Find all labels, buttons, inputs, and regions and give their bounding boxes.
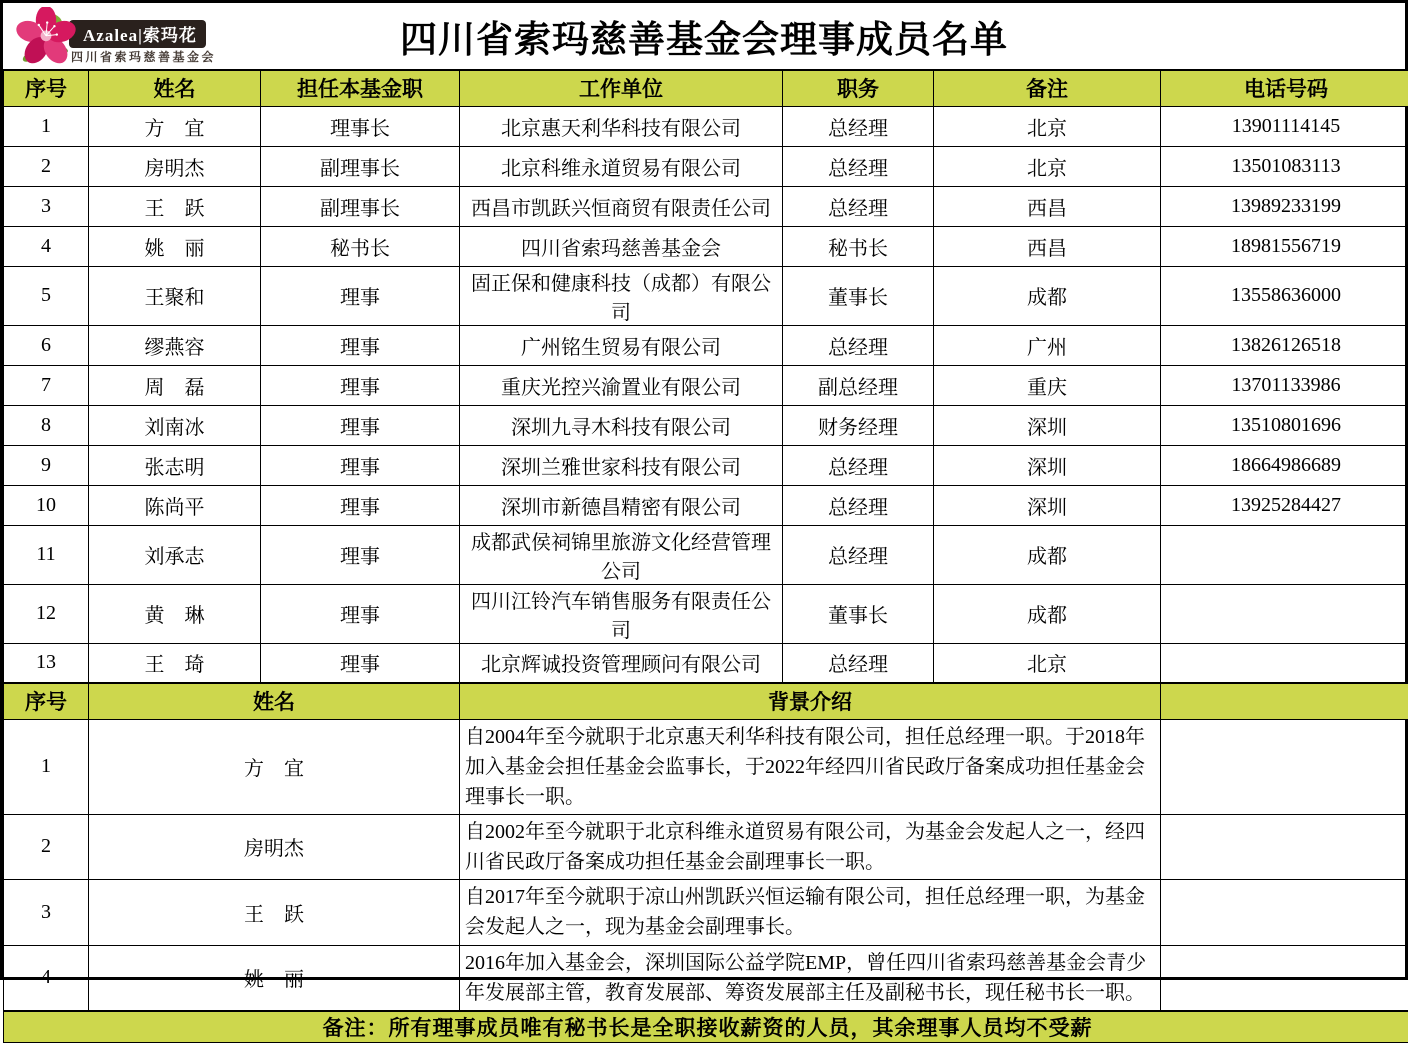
cell-position: 理事 (261, 405, 460, 445)
cell-job: 董事长 (783, 584, 934, 643)
cell-no: 1 (4, 106, 89, 146)
members-header-row (4, 70, 1408, 106)
cell-note: 广州 (934, 325, 1161, 365)
cell-name: 王 琦 (89, 643, 261, 683)
cell-position: 理事长 (261, 106, 460, 146)
cell-job: 总经理 (783, 643, 934, 683)
column-header-no: 序号 (4, 70, 89, 106)
cell-no: 3 (4, 879, 89, 945)
cell-company: 北京科维永道贸易有限公司 (460, 146, 783, 186)
cell-blank (1161, 945, 1408, 1011)
column-header-note: 备注 (934, 70, 1161, 106)
cell-note: 西昌 (934, 186, 1161, 226)
footer-row (4, 1011, 1408, 1043)
table-row (4, 879, 1408, 945)
cell-blank (1161, 719, 1408, 814)
table-row (4, 814, 1408, 879)
column-header-company: 工作单位 (460, 70, 783, 106)
cell-position: 理事 (261, 325, 460, 365)
column-header-job: 职务 (783, 70, 934, 106)
cell-company: 北京辉诚投资管理顾问有限公司 (460, 643, 783, 683)
cell-name: 方 宜 (89, 106, 261, 146)
cell-position: 理事 (261, 266, 460, 325)
cell-position: 理事 (261, 525, 460, 584)
azalea-flower-icon (15, 7, 77, 67)
cell-background: 自2017年至今就职于凉山州凯跃兴恒运输有限公司，担任总经理一职，为基金会发起人之一，现为基金会副理事长。 (460, 879, 1161, 945)
members-body (4, 106, 1408, 683)
cell-job: 秘书长 (783, 226, 934, 266)
cell-phone (1161, 643, 1408, 683)
cell-no: 1 (4, 719, 89, 814)
cell-name: 张志明 (89, 445, 261, 485)
cell-note: 北京 (934, 146, 1161, 186)
cell-no: 11 (4, 525, 89, 584)
table-row (4, 719, 1408, 814)
cell-note: 深圳 (934, 485, 1161, 525)
background-body (4, 719, 1408, 1011)
cell-company: 成都武侯祠锦里旅游文化经营管理公司 (460, 525, 783, 584)
cell-phone: 13826126518 (1161, 325, 1408, 365)
cell-blank (1161, 879, 1408, 945)
cell-note: 成都 (934, 584, 1161, 643)
cell-note: 重庆 (934, 365, 1161, 405)
cell-job: 董事长 (783, 266, 934, 325)
cell-blank (1161, 814, 1408, 879)
cell-phone (1161, 525, 1408, 584)
cell-company: 四川江铃汽车销售服务有限责任公司 (460, 584, 783, 643)
cell-note: 北京 (934, 643, 1161, 683)
table-row (4, 945, 1408, 1011)
cell-phone (1161, 584, 1408, 643)
cell-name: 缪燕容 (89, 325, 261, 365)
cell-position: 理事 (261, 584, 460, 643)
logo-org-text: 四川省索玛慈善基金会 (71, 48, 216, 65)
column-header-name: 姓名 (89, 70, 261, 106)
cell-no: 5 (4, 266, 89, 325)
cell-phone: 18981556719 (1161, 226, 1408, 266)
cell-background: 2016年加入基金会，深圳国际公益学院EMP，曾任四川省索玛慈善基金会青少年发展部主管，教育发展部、筹资发展部主任及副秘书长，现任秘书长一职。 (460, 945, 1161, 1011)
table-row (4, 584, 1408, 643)
cell-company: 固正保和健康科技（成都）有限公司 (460, 266, 783, 325)
cell-no: 12 (4, 584, 89, 643)
cell-note: 深圳 (934, 405, 1161, 445)
cell-name: 陈尚平 (89, 485, 261, 525)
cell-position: 副理事长 (261, 146, 460, 186)
cell-phone: 13510801696 (1161, 405, 1408, 445)
cell-name: 房明杰 (89, 814, 460, 879)
cell-no: 6 (4, 325, 89, 365)
cell-name: 王聚和 (89, 266, 261, 325)
cell-position: 理事 (261, 445, 460, 485)
cell-note: 成都 (934, 266, 1161, 325)
cell-phone: 13925284427 (1161, 485, 1408, 525)
cell-no: 8 (4, 405, 89, 445)
cell-note: 成都 (934, 525, 1161, 584)
cell-company: 北京惠天利华科技有限公司 (460, 106, 783, 146)
cell-position: 理事 (261, 485, 460, 525)
cell-no: 4 (4, 945, 89, 1011)
cell-note: 北京 (934, 106, 1161, 146)
cell-name: 刘承志 (89, 525, 261, 584)
background-header-row (4, 683, 1408, 719)
cell-name: 黄 琳 (89, 584, 261, 643)
cell-company: 深圳市新德昌精密有限公司 (460, 485, 783, 525)
cell-phone: 13501083113 (1161, 146, 1408, 186)
bg-column-header-intro: 背景介绍 (460, 683, 1161, 719)
cell-phone: 13901114145 (1161, 106, 1408, 146)
cell-position: 理事 (261, 365, 460, 405)
footer-note: 备注：所有理事成员唯有秘书长是全职接收薪资的人员，其余理事人员均不受薪 (4, 1011, 1408, 1043)
page-title: 四川省索玛慈善基金会理事成员名单 (3, 9, 1405, 63)
cell-phone: 18664986689 (1161, 445, 1408, 485)
cell-no: 2 (4, 814, 89, 879)
cell-company: 广州铭生贸易有限公司 (460, 325, 783, 365)
bg-column-header-name: 姓名 (89, 683, 460, 719)
cell-name: 姚 丽 (89, 945, 460, 1011)
cell-job: 总经理 (783, 525, 934, 584)
cell-no: 13 (4, 643, 89, 683)
cell-phone: 13558636000 (1161, 266, 1408, 325)
cell-name: 刘南冰 (89, 405, 261, 445)
table-row (4, 445, 1408, 485)
cell-no: 7 (4, 365, 89, 405)
bg-column-header-no: 序号 (4, 683, 89, 719)
table-row (4, 485, 1408, 525)
cell-no: 3 (4, 186, 89, 226)
table-row (4, 186, 1408, 226)
cell-background: 自2002年至今就职于北京科维永道贸易有限公司，为基金会发起人之一，经四川省民政厅备案成功担任基金会副理事长一职。 (460, 814, 1161, 879)
cell-company: 重庆光控兴渝置业有限公司 (460, 365, 783, 405)
cell-job: 总经理 (783, 106, 934, 146)
table-row (4, 643, 1408, 683)
cell-company: 深圳兰雅世家科技有限公司 (460, 445, 783, 485)
cell-position: 副理事长 (261, 186, 460, 226)
cell-no: 9 (4, 445, 89, 485)
cell-no: 10 (4, 485, 89, 525)
cell-position: 理事 (261, 643, 460, 683)
cell-company: 西昌市凯跃兴恒商贸有限责任公司 (460, 186, 783, 226)
cell-job: 总经理 (783, 445, 934, 485)
cell-background: 自2004年至今就职于北京惠天利华科技有限公司，担任总经理一职。于2018年加入基金会担任基金会监事长，于2022年经四川省民政厅备案成功担任基金会理事长一职。 (460, 719, 1161, 814)
logo-brand-text: Azalea|索玛花 (69, 20, 206, 48)
cell-job: 财务经理 (783, 405, 934, 445)
cell-no: 4 (4, 226, 89, 266)
cell-name: 周 磊 (89, 365, 261, 405)
cell-company: 四川省索玛慈善基金会 (460, 226, 783, 266)
column-header-position: 担任本基金职 (261, 70, 460, 106)
cell-company: 深圳九寻木科技有限公司 (460, 405, 783, 445)
cell-phone: 13701133986 (1161, 365, 1408, 405)
bg-column-header-blank (1161, 683, 1408, 719)
table-row (4, 226, 1408, 266)
column-header-phone: 电话号码 (1161, 70, 1408, 106)
table-row (4, 325, 1408, 365)
cell-position: 秘书长 (261, 226, 460, 266)
cell-name: 房明杰 (89, 146, 261, 186)
cell-job: 总经理 (783, 485, 934, 525)
cell-job: 总经理 (783, 146, 934, 186)
cell-name: 王 跃 (89, 186, 261, 226)
table-row (4, 266, 1408, 325)
cell-note: 深圳 (934, 445, 1161, 485)
cell-job: 总经理 (783, 325, 934, 365)
table-row (4, 106, 1408, 146)
table-row (4, 405, 1408, 445)
board-members-table (3, 69, 1408, 1043)
cell-job: 总经理 (783, 186, 934, 226)
cell-no: 2 (4, 146, 89, 186)
title-bar (3, 3, 1405, 69)
cell-phone: 13989233199 (1161, 186, 1408, 226)
cell-name: 方 宜 (89, 719, 460, 814)
cell-job: 副总经理 (783, 365, 934, 405)
table-row (4, 146, 1408, 186)
cell-note: 西昌 (934, 226, 1161, 266)
cell-name: 姚 丽 (89, 226, 261, 266)
table-row (4, 525, 1408, 584)
table-row (4, 365, 1408, 405)
cell-name: 王 跃 (89, 879, 460, 945)
